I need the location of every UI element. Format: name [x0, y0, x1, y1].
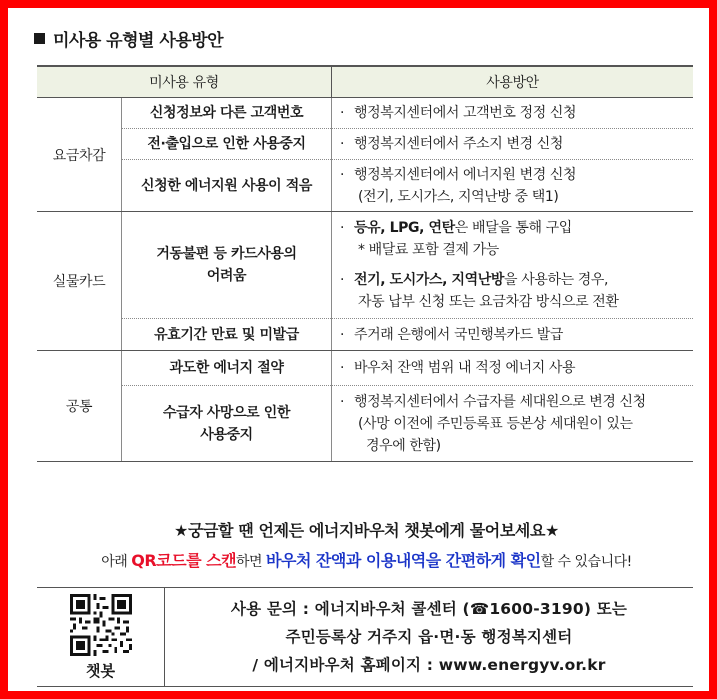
type-cell: 과도한 에너지 절약 [122, 351, 332, 386]
table-header-row [37, 66, 693, 98]
section-title: 미사용 유형별 사용방안 [53, 31, 224, 51]
plan-cell: · 등유, LPG, 연탄은 배달을 통해 구입 * 배달료 포함 결제 가능 · 전기, 도시가스, 지역난방을 사용하는 경우, 자동 납부 신청 또는 요금차감 방식으로 전환 [332, 212, 694, 319]
contact-line-2: 주민등록상 거주지 읍·면·동 행정복지센터 [285, 628, 573, 646]
qr-section [37, 588, 165, 686]
category-card: 실물카드 [37, 212, 122, 351]
qr-code-icon[interactable] [70, 594, 132, 656]
contact-info [165, 588, 693, 686]
plan-cell: · 행정복지센터에서 고객번호 정정 신청 [332, 98, 694, 129]
type-cell: 전·출입으로 인한 사용중지 [122, 129, 332, 160]
chatbot-invite: ★궁금할 땐 언제든 에너지바우처 챗봇에게 물어보세요★ [174, 521, 559, 540]
type-cell: 신청정보와 다른 고객번호 [122, 98, 332, 129]
usage-table [37, 65, 693, 462]
section-heading [34, 26, 223, 51]
table-row [37, 98, 693, 129]
table-row [37, 351, 693, 386]
category-billing: 요금차감 [37, 98, 122, 212]
balance-check-text: 바우처 잔액과 이용내역을 간편하게 확인 [266, 551, 541, 570]
qr-label: 챗봇 [86, 662, 115, 680]
type-cell: 수급자 사망으로 인한 사용중지 [122, 386, 332, 462]
table-row [37, 212, 693, 319]
header-plan: 사용방안 [332, 66, 694, 98]
category-common: 공통 [37, 351, 122, 462]
type-cell: 유효기간 만료 및 미발급 [122, 319, 332, 351]
qr-instruction: 아래 QR코드를 스캔하면 바우처 잔액과 이용내역을 간편하게 확인할 수 있습니다! [101, 551, 632, 570]
plan-cell: · 바우처 잔액 범위 내 적정 에너지 사용 [332, 351, 694, 386]
plan-cell: · 행정복지센터에서 주소지 변경 신청 [332, 129, 694, 160]
table-row [37, 386, 693, 462]
header-type: 미사용 유형 [37, 66, 332, 98]
plan-cell: · 주거래 은행에서 국민행복카드 발급 [332, 319, 694, 351]
contact-line-1: 사용 문의 : 에너지바우처 콜센터 (☎1600-3190) 또는 [230, 600, 628, 618]
qr-scan-text: QR코드를 스캔 [131, 551, 237, 570]
table-row [37, 129, 693, 160]
contact-line-3[interactable]: / 에너지바우처 홈페이지 : www.energyv.or.kr [252, 656, 606, 674]
black-square-icon [34, 33, 45, 44]
contact-box [37, 587, 693, 687]
table-row [37, 319, 693, 351]
table-row [37, 160, 693, 212]
type-cell: 거동불편 등 카드사용의 어려움 [122, 212, 332, 319]
type-cell: 신청한 에너지원 사용이 적음 [122, 160, 332, 212]
plan-cell: · 행정복지센터에서 수급자를 세대원으로 변경 신청 (사망 이전에 주민등록표 등본상 세대원이 있는 경우에 한함) [332, 386, 694, 462]
plan-cell: · 행정복지센터에서 에너지원 변경 신청 (전기, 도시가스, 지역난방 중 택1) [332, 160, 694, 212]
